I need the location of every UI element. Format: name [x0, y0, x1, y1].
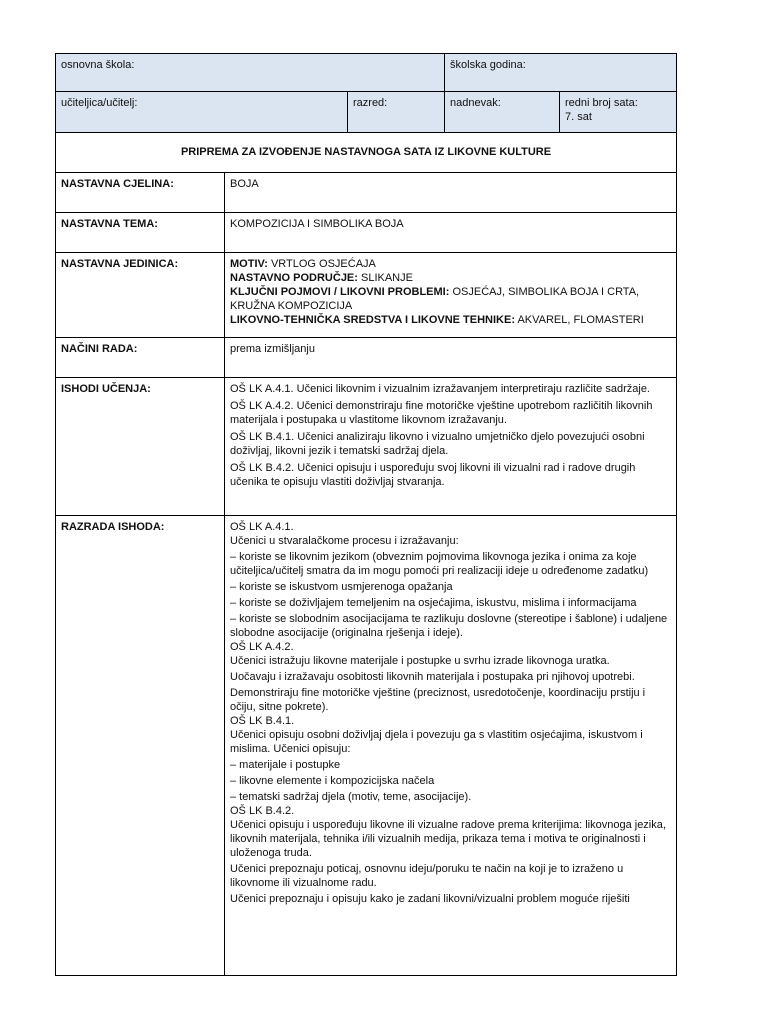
razrada-line: – koriste se iskustvom usmjerenoga opažanja [230, 581, 453, 593]
nacini-value: prema izmišljanju [225, 338, 677, 378]
lesson-number-cell[interactable] [560, 92, 677, 133]
row-jedinica [56, 253, 677, 338]
razrada-line: – koriste se likovnim jezikom (obveznim pojmovima likovnoga jezika i onima za koje učiteljica/učitelj smatra da im mogu pomoći pri realizaciji ideje u određenome zadatku) [230, 551, 649, 577]
razrada-label: RAZRADA ISHODA: [56, 516, 225, 976]
sredstva-label: LIKOVNO-TEHNIČKA SREDSTVA I LIKOVNE TEHNIKE: [230, 314, 515, 326]
page-title [56, 133, 677, 173]
razrada-line: Učenici prepoznaju i opisuju kako je zadani likovni/vizualni problem moguće riješiti [230, 893, 630, 905]
ishodi-label: ISHODI UČENJA: [56, 378, 225, 516]
header-row-school [56, 54, 677, 92]
ishod-item: OŠ LK A.4.2. Učenici demonstriraju fine motoričke vještine upotrebom različitih likovnih materijala i postupaka u vlastitome likovnom izražavanju. [230, 400, 653, 426]
razrada-line: – koriste se doživljajem temeljenim na osjećajima, iskustvu, mislima i informacijama [230, 597, 637, 609]
header-row-teacher [56, 92, 677, 133]
razrada-line: OŠ LK A.4.2. [230, 641, 294, 653]
ishod-item: OŠ LK B.4.2. Učenici opisuju i uspoređuju svoj likovni ili vizualni rad i radove drugih učenika te opisuju vlastiti doživljaj stvaranja. [230, 462, 636, 488]
razrada-line: – likovne elemente i kompozicijska načela [230, 775, 435, 787]
row-nacini [56, 338, 677, 378]
pojmovi-label: KLJUČNI POJMOVI / LIKOVNI PROBLEMI: [230, 286, 450, 298]
lesson-number-value: 7. sat [565, 111, 592, 123]
cjelina-value: BOJA [225, 173, 677, 213]
tema-value: KOMPOZICIJA I SIMBOLIKA BOJA [225, 213, 677, 253]
razrada-line: OŠ LK B.4.1. [230, 715, 295, 727]
teacher-label: učiteljica/učitelj: [61, 97, 138, 109]
cjelina-label: NASTAVNA CJELINA: [56, 173, 225, 213]
date-label: nadnevak: [450, 97, 501, 109]
tema-label: NASTAVNA TEMA: [56, 213, 225, 253]
motiv-label: MOTIV: [230, 258, 268, 270]
school-year-cell[interactable] [445, 54, 677, 92]
class-cell[interactable] [348, 92, 445, 133]
razrada-line: OŠ LK A.4.1. [230, 521, 294, 533]
podrucje-value: SLIKANJE [357, 272, 413, 284]
jedinica-label: NASTAVNA JEDINICA: [56, 253, 225, 338]
razrada-line: Učenici istražuju likovne materijale i postupke u svrhu izrade likovnoga uratka. [230, 655, 610, 667]
teacher-cell[interactable] [56, 92, 348, 133]
razrada-line: Uočavaju i izražavaju osobitosti likovnih materijala i postupaka pri njihovoj upotrebi. [230, 671, 635, 683]
row-tema [56, 213, 677, 253]
pojmovi-value: OSJEĆAJ, SIMBOLIKA BOJA I CRTA, KRUŽNA KOMPOZICIJA [230, 286, 640, 312]
razrada-line: OŠ LK B.4.2. [230, 805, 295, 817]
lesson-number-label: redni broj sata: [565, 97, 638, 109]
row-cjelina [56, 173, 677, 213]
row-ishodi [56, 378, 677, 516]
school-year-label: školska godina: [450, 59, 526, 71]
jedinica-value [225, 253, 677, 338]
razrada-line: – koriste se slobodnim asocijacijama te razlikuju doslovne (stereotipe i šablone) i udaljene slobodne asocijacije (originalna rješenja i ideje). [230, 613, 668, 639]
motiv-value: VRTLOG OSJEĆAJA [267, 258, 376, 270]
nacini-label: NAČINI RADA: [56, 338, 225, 378]
row-razrada [56, 516, 677, 976]
razrada-line: Učenici opisuju osobni doživljaj djela i povezuju ga s vlastitim osjećajima, iskustvom i mislima. Učenici opisuju: [230, 729, 643, 755]
page-title-text: PRIPREMA ZA IZVOĐENJE NASTAVNOGA SATA IZ LIKOVNE KULTURE [180, 146, 552, 158]
razrada-line: Učenici prepoznaju poticaj, osnovnu ideju/poruku te način na koji je to izraženo u likovnome ili vizualnome radu. [230, 863, 624, 889]
title-row [56, 133, 677, 173]
ishod-item: OŠ LK A.4.1. Učenici likovnim i vizualnim izražavanjem interpretiraju različite sadržaje. [230, 383, 650, 395]
razrada-line: Učenici opisuju i uspoređuju likovne ili vizualne radove prema kriterijima: likovnoga jezika, likovnih materijala, tehnika i/ili vizualnih medija, prikaza tema i motiva te originalnosti i uloženoga truda. [230, 819, 666, 859]
ishod-item: OŠ LK B.4.1. Učenici analiziraju likovno i vizualno umjetničko djelo povezujući osobni doživljaj, likovni jezik i tematski sadržaj djela. [230, 431, 645, 457]
class-label: razred: [353, 97, 388, 109]
razrada-line: Učenici u stvaralačkome procesu i izražavanju: [230, 535, 459, 547]
sredstva-value: AKVAREL, FLOMASTERI [515, 314, 644, 326]
school-label: osnovna škola: [61, 59, 135, 71]
ishodi-value [225, 378, 677, 516]
razrada-line: – tematski sadržaj djela (motiv, teme, asocijacije). [230, 791, 472, 803]
razrada-value [225, 516, 677, 976]
school-cell[interactable] [56, 54, 445, 92]
podrucje-label: NASTAVNO PODRUČJE: [230, 272, 358, 284]
date-cell[interactable] [445, 92, 560, 133]
razrada-line: Demonstriraju fine motoričke vještine (preciznost, usredotočenje, koordinaciju prstiju i očiju, sitne pokrete). [230, 687, 646, 713]
lesson-plan-table [55, 53, 677, 976]
razrada-line: – materijale i postupke [230, 759, 341, 771]
